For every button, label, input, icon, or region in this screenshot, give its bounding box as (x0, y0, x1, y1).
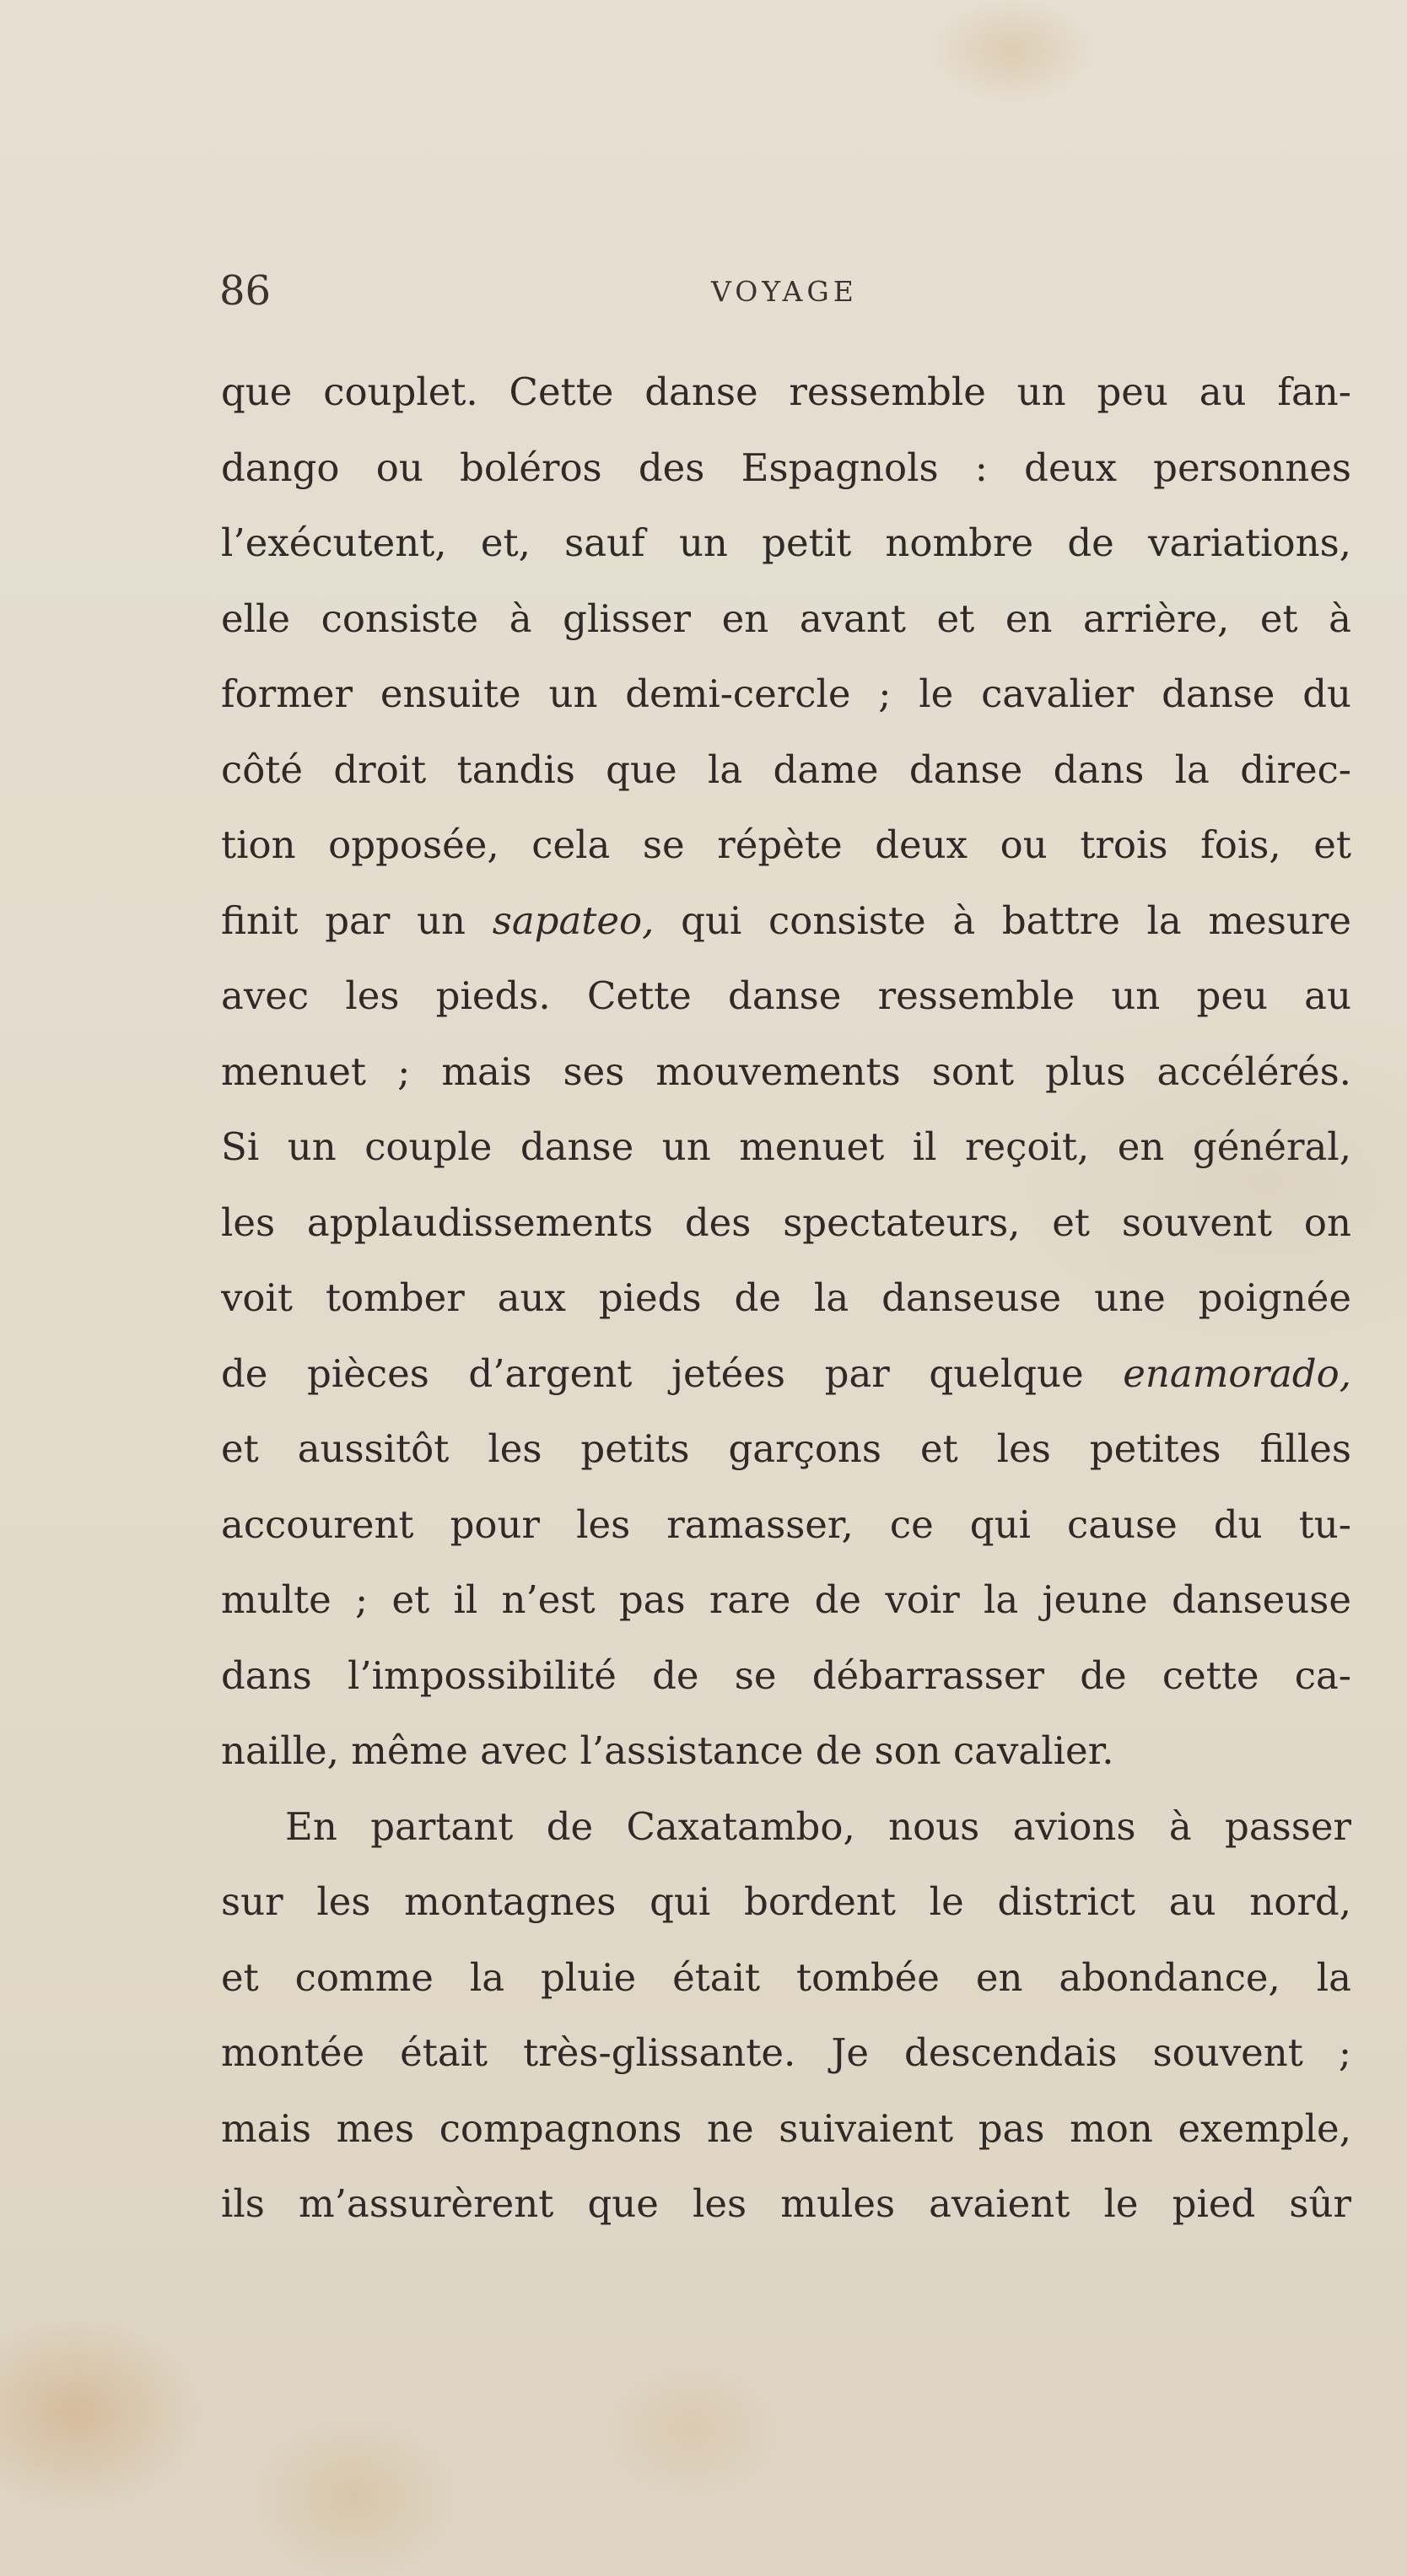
text-line-25: ils m’assurèrent que les mules avaient le pied sûr (221, 2181, 1351, 2226)
running-head (219, 266, 1375, 316)
text-line-8: finit par un sapateo, qui consiste à battre la mesure (221, 897, 1351, 943)
text-line-6: côté droit tandis que la dame danse dans la direc- (221, 746, 1351, 792)
text-line-21: sur les montagnes qui bordent le district au nord, (221, 1879, 1351, 1924)
text-line-20: En partant de Caxatambo, nous avions à passer (285, 1803, 1351, 1849)
text-line-19: naille, même avec l’assistance de son cavalier. (221, 1728, 1114, 1773)
italic-term-sapateo: sapateo, (492, 897, 655, 943)
text-line-16: accourent pour les ramasser, ce qui cause du tu- (221, 1501, 1351, 1547)
text-line-5: former ensuite un demi-cercle ; le cavalier danse du (221, 671, 1351, 716)
page-number: 86 (219, 267, 272, 315)
text-line-9: avec les pieds. Cette danse ressemble un peu au (221, 973, 1351, 1018)
text-line-22: et comme la pluie était tombée en abondance, la (221, 1954, 1351, 2000)
italic-term-enamorado: enamorado, (1123, 1350, 1351, 1396)
text-line-7: tion opposée, cela se répète deux ou trois fois, et (221, 822, 1351, 867)
text-line-4: elle consiste à glisser en avant et en arrière, et à (221, 595, 1351, 641)
text-line-14: de pièces d’argent jetées par quelque enamorado, (221, 1350, 1351, 1396)
running-title: VOYAGE (711, 275, 858, 308)
text-line-23: montée était très-glissante. Je descendais souvent ; (221, 2030, 1351, 2075)
text-line-11: Si un couple danse un menuet il reçoit, en général, (221, 1124, 1351, 1169)
text-line-18: dans l’impossibilité de se débarrasser de cette ca- (221, 1652, 1351, 1698)
text-line-1: que couplet. Cette danse ressemble un peu au fan- (221, 369, 1351, 414)
text-line-12: les applaudissements des spectateurs, et souvent on (221, 1199, 1351, 1245)
text-line-24: mais mes compagnons ne suivaient pas mon exemple, (221, 2105, 1351, 2151)
text-line-2: dango ou boléros des Espagnols : deux personnes (221, 445, 1351, 490)
text-line-13: voit tomber aux pieds de la danseuse une poignée (221, 1275, 1351, 1320)
text-line-10: menuet ; mais ses mouvements sont plus accélérés. (221, 1048, 1351, 1094)
text-line-3: l’exécutent, et, sauf un petit nombre de variations, (221, 520, 1351, 565)
text-line-17: multe ; et il n’est pas rare de voir la jeune danseuse (221, 1577, 1351, 1622)
text-line-15: et aussitôt les petits garçons et les petites filles (221, 1426, 1351, 1471)
body-text (221, 354, 1351, 2242)
